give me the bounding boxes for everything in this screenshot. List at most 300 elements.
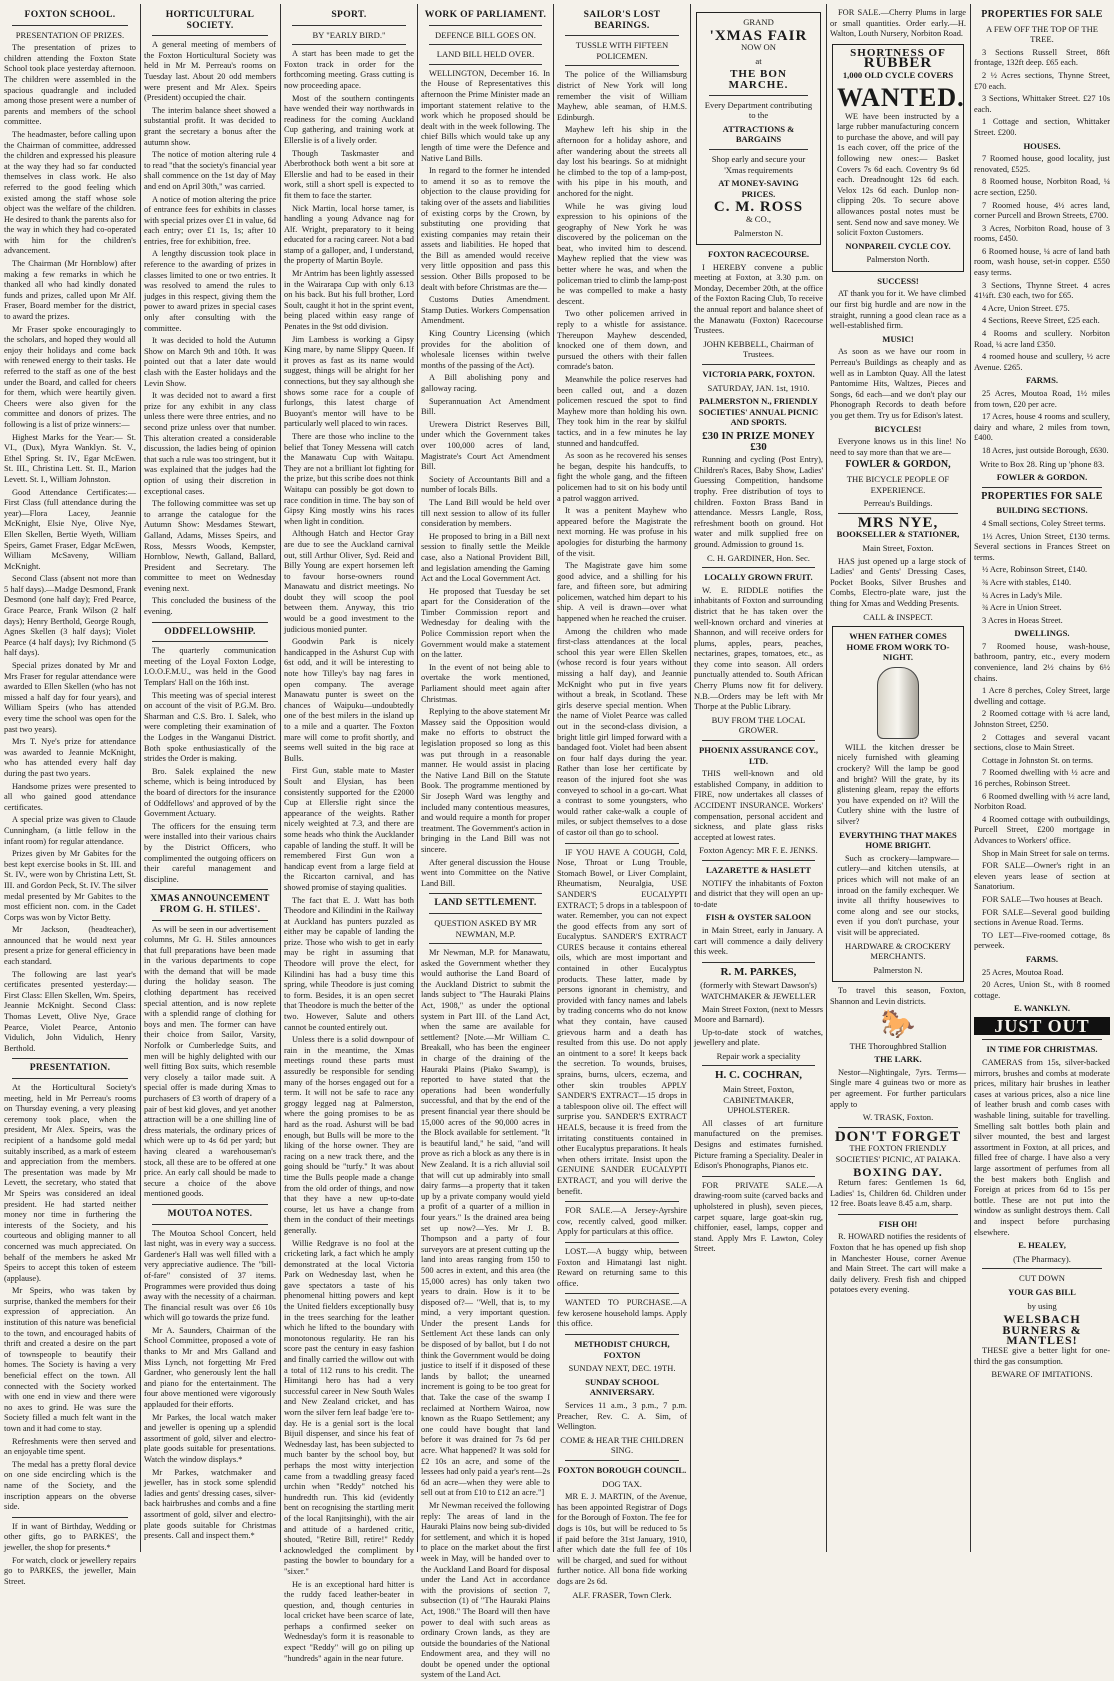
paragraph: A lengthy discussion took place in reference to the awarding of prizes in classes limited to one or two entries. It was resolved to amend the rules to judges in this respect, giving them the power to award prizes in special cases only after consulting with the committee.: [144, 249, 276, 333]
divider: [565, 843, 679, 844]
column-5: [557, 8, 688, 1600]
column-6: [694, 8, 823, 1548]
paragraph: Mr A. Saunders, Chairman of the School Committee, proposed a vote of thanks to Mr and Mrs Galland and Miss Lynch, not forgetting Mr Fred Gardner, who generously lent the hall and piano for the entertainment. The four above mentioned were vigorously applauded for their efforts.: [144, 1325, 276, 1410]
paragraph: A special prize was given to Claude Cunningham, (a little fellow in the infant room) for regular attendance.: [4, 815, 136, 846]
list-item: Shop in Main Street for sale on terms.: [982, 848, 1110, 858]
ad-title: R. M. PARKES,: [720, 965, 797, 978]
ad-text: Palmerston North.: [866, 254, 930, 265]
divider: [565, 1201, 679, 1202]
divider: [982, 1268, 1102, 1269]
ad-title: FOXTON RACECOURSE.: [707, 249, 810, 260]
list-item: ¾ Acre with stables, £140.: [982, 577, 1072, 587]
ad-firm: FOWLER & GORDON,: [845, 459, 951, 471]
paragraph: Jim Lambess is working a Gipsy King mare, by name Slippy Queen. If it proves as fast as its name would suggest, things will be alright for her connections, but they say although she shows some race for a couple of furlongs, this latest charge of Buoyant's mentor will have to be particularly well placed to win races.: [284, 334, 414, 429]
section-title: ODDFELLOWSHIP.: [164, 625, 256, 637]
divider: [12, 1078, 128, 1079]
byline: BY "EARLY BIRD.": [312, 29, 386, 40]
divider: [152, 622, 268, 623]
list-item: 3 Acres, Norbiton Road, house of 3 rooms, £450.: [974, 223, 1110, 244]
paragraph: In the event of not being able to overtake the work mentioned, Parliament should meet again after Christmas.: [421, 662, 550, 704]
paragraph: It was a penitent Mayhew who appeared before the Magistrate the next morning. He was profuse in his apologies for disturbing the harmony of the visit.: [557, 506, 687, 558]
paragraph: The medal has a pretty floral device on one side encircling which is the name of the Society, and the inscription appears on the obverse side.: [4, 1459, 136, 1512]
ad-title: BOXING DAY.: [853, 1165, 943, 1180]
paragraph: Prizes given by Mr Gabites for the best kept exercise books in St. III. and St. IV., were won by Christina Lett, St. III. and Gordon Peck, St. IV. The silver medal presented by Mr Gabites to the most efficient non. com. in the Cadet Corps was won by Victor Betty.: [4, 849, 136, 922]
column-header: PROPERTIES FOR SALE: [981, 490, 1103, 502]
list-item: 3 Sections, Thynne Street. 4 acres 41¼ft. £30 each, two for £65.: [974, 280, 1110, 301]
ad-text: WILL the kitchen dresser be nicely furnished with gleaming crockery? Will the lamp be good and bright? Will the grate, by its glistening gleam, repay the efforts you have expended on it? Will the Cutlery shine with the lustre of silver?: [837, 742, 959, 827]
divider: [429, 893, 542, 894]
ad-text: Such as crockery—lampware—cutlery—and kitchen utensils, at prices which will not make of an inroad on the family exchequer. We invite all thrifty housewives to come along and see our stocks, even if you don't purchase, your visit will be appreciated.: [837, 853, 959, 937]
ad-text: I HEREBY convene a public meeting at Foxton, at 3.30 p.m. on Monday, December 20th, at the office of the Foxton Racing Club, To receive the annual report and balance sheet of the Manawatu (Foxton) Racecourse Trustees.: [694, 262, 823, 336]
xmas-fair-ad: [696, 12, 821, 245]
ad-title: FOXTON BOROUGH COUNCIL.: [557, 1465, 687, 1475]
ad-text: W. E. RIDDLE notifies the inhabitants of Foxton and surrounding district that he has taken over the well-known orchard and vineries at Shannon, and will receive orders for plums, apples, pears, peaches, nectarines, grapes, tomatoes, etc., as they come into season. All orders punctually attended to. South African Cherry Plums now fit for delivery. N.B.—Orders may be left with Mr Thorpe at the Public Library.: [694, 585, 823, 712]
ad-wanted: WANTED.: [837, 82, 965, 112]
divider: [565, 1334, 679, 1335]
divider: [565, 1460, 679, 1461]
ad-subtitle: THE BICYCLE PEOPLE OF EXPERIENCE.: [846, 473, 950, 495]
paragraph: The Magistrate gave him some good advice, and a shilling for his fare, and fifteen sore, but admiring policemen, watched him depart to his ship. A veil is drawn—over what happened when he reached the cruiser.: [557, 561, 687, 624]
section-title: FARMS.: [1025, 953, 1059, 964]
ad-text: BUY FROM THE LOCAL GROWER.: [711, 714, 806, 736]
ad-text: & CO.,: [745, 213, 772, 224]
subheading: QUESTION ASKED BY MR NEWMAN, M.P.: [434, 917, 537, 939]
ad-title: WHEN FATHER COMES HOME FROM WORK TO-NIGHT.: [846, 631, 950, 663]
lamp-icon: [877, 667, 919, 739]
paragraph: The quarterly communication meeting of the Loyal Foxton Lodge, I.O.O.F.M.U., was held in the Good Templars' Hall on the 16th inst.: [144, 646, 276, 688]
ad-title: SHORTNESS OF: [850, 46, 946, 59]
column-header: PROPERTIES FOR SALE: [981, 9, 1103, 20]
paragraph: It was decided not to award a first prize for any exhibit in any class unless there were three entries, and no second prize unless over that number. This alteration created a considerable discussion, the ladies being of opinion that such a rule was too stringent, but it was explained that the judges had the option of using their discretion in exceptional cases.: [144, 391, 276, 496]
paragraph: Replying to the above statement Mr Massey said the Opposition would make no efforts to obstruct the legislation proposed so long as this was put through in a reasonable manner. He would assist in placing the Native Land Bill on the Statute Book. The programme mentioned by Sir Joseph Ward was lengthy and included many contentious measures, and would require a month for proper treatment. The Government's action in bringing in the Land Bill was not sincere.: [421, 707, 550, 854]
divider: [12, 1517, 128, 1518]
divider: [429, 943, 542, 944]
ad-text: Running and cycling (Post Entry), Children's Races, Baby Show, Ladies' Guessing Competition, handsome trophy. Free distribution of toys to children. Foxton Brass Band in attendance. Messrs Langle, Ross, refreshment booth on ground. Hot water and milk supplied free on ground. Admission to ground 1s.: [694, 455, 823, 549]
column-4: [421, 8, 550, 1680]
list-item: 6 Roomed house, ¼ acre of land bath room, wash house, set-in copper. £550 easy terms.: [974, 246, 1110, 278]
divider: [838, 1214, 958, 1215]
paragraph: WELLINGTON, December 16. In the House of Representatives this afternoon the Prime Minister made an important statement relative to the work which he proposed should be dealt with in the week following. The chief Bills which would take up any length of time were the Defence and Native Land Bills.: [421, 68, 550, 163]
paragraph: Mr Antrim has been lightly assessed in the Wairarapa Cup with only 6.13 on his back. But his full brother, Lord Soult, caught it hot in the sprint event, being placed within easy range of Penates in the 9st odd division.: [284, 269, 414, 332]
divider: [838, 513, 958, 514]
section-title: MOUTOA NOTES.: [167, 1207, 253, 1219]
paragraph: Mr Speirs, who was taken by surprise, thanked the members for their expression of appreciation. An institution of this nature was beneficial to the town, and encouraged habits of thrift and created a desire on the part of townspeople to beautify their homes. The Society is having a very beneficial effect on the town. All connected with the Society worked with one end in view and there were no axes to grind. He was sure the Society filled a much felt want in the town and it had come to stay.: [4, 1286, 136, 1433]
ad-signature: (The Pharmacy).: [1013, 1253, 1071, 1264]
list-item: 18 Acres, just outside Borough, £630.: [982, 445, 1109, 455]
paragraph: The presentation of prizes to children attending the Foxton State School took place yesterday afternoon. The children were assembled in the spacious quadrangle and included among those present were a number of parents and members of the school committee.: [4, 43, 136, 127]
ad-title: YOUR GAS BILL: [1008, 1286, 1076, 1297]
ad-text: Up-to-date stock of watches, jewellery and plate.: [694, 1027, 823, 1048]
ad-text: at: [755, 55, 762, 66]
ad-signature: JOHN KEBBELL, Chairman of Trustees.: [703, 338, 814, 360]
column-rule: [553, 4, 554, 1552]
ad-text: NOTIFY the inhabitants of Foxton and district that they will open an up-to-date: [694, 878, 823, 909]
divider: [702, 962, 815, 963]
ad-firm: FOWLER & GORDON.: [996, 472, 1088, 483]
paragraph: Though Taskmaster and Aberbrothock both went a bit sore at Ellerslie and had to be eased in their work, still a short spell is expected to fit them to face the starter.: [284, 148, 414, 200]
paragraph: Customs Duties Amendment. Stamp Duties. Workers Compensation Amendment.: [421, 295, 550, 326]
ad-text: FOR PRIVATE SALE.—A drawing-room suite (carved backs and upholstered in plush), seven pieces, carpet square, large goat-skin rug, chiffonier, easel, lamps, copper and stand. Apply Mrs F. Lawton, Coley Street.: [694, 1180, 823, 1254]
ad-text: FISH & OYSTER SALOON: [705, 912, 812, 923]
divider: [838, 1127, 958, 1128]
paragraph: Unless there is a solid downpour of rain in the meantime, the Xmas meetings round these parts must assuredly be responsible for sending many of the horses engaged out for a term. It will not be safe to race any groggy legged nag at Palmerston, where the going promises to be as hard as the road. Ashurst will be bad enough, but Bulls will be more to the liking of the horse owner. They are racing on a new track there, and the going should be "turfy." It was about time the Bulls people made a change from the old order of things, and now that they have a new up-to-date course, let us have a change from them in the conduct of their meetings generally.: [284, 1035, 414, 1235]
ad-signature: W. TRASK, Foxton.: [862, 1112, 934, 1123]
list-item: 20 Acres, Union St., with 8 roomed cottage.: [974, 980, 1110, 1000]
ad-text: CUT DOWN: [1019, 1273, 1065, 1284]
ad-text: GRAND: [743, 17, 774, 27]
ad-text: in Main Street, early in January. A cart will commence a daily delivery this week.: [694, 925, 823, 957]
paragraph: Society of Accountants Bill and a number of locals Bills.: [421, 474, 550, 495]
list-item: 4 Roomed cottage with outbuildings, Purcell Street, £200 mortgage in Advances to Workers' office.: [974, 814, 1110, 845]
paragraph: Mr Parkes, the local watch maker and jeweller is opening up a splendid assortment of gold, silver and electro-plate goods suitable for presentations. Watch the window displays.*: [144, 1412, 276, 1464]
ad-cough: IF YOU HAVE A COUGH, Cold, Nose, Throat or Lung Trouble, Stomach Bowel, or Liver Complaint, Rheumatism, Neuralgia, USE SANDER'S EUCALYPTI EXTRACT; 5 drops in a tablespoon of water. Remember, you can not expect the good effects from any sort of Eucalyptus. SANDER'S EXTRACT CURES because it contains ethereal oils, which are most important and contained in other Eucalyptus products. These latter, made by persons ignorant in chemistry, and provided with fancy names and labels by trading concerns who do not know what they contain, have caused grievous harm and a death has resulted from this use. Do not apply an ointment to a sore! It keeps back the secretion. To wounds, bruises, sprains, burns, ulcers, eczema, and other skin troubles APPLY SANDER'S EXTRACT—15 drops in a tablespoon olive oil. The effect will surprise you. SANDER'S EXTRACT HEALS, because it is freed from the irritating constituents contained in other Eucalyptus preparations. It heals when others irritate. Insist upon the GENUINE SANDER EUCALYPTI EXTRACT, and you will derive the benefit.: [557, 847, 687, 1196]
ad-text: THESE give a better light for one-third the gas consumption.: [974, 1345, 1110, 1366]
column-2: [144, 8, 276, 1548]
paragraph: King Country Licensing (which provides for the abolition of wholesale licenses within twelve months of the passing of the Act).: [421, 329, 550, 370]
paragraph: In regard to the former he intended to amend it so as to remove the objection to the clause providing for taking over of the assets and liabilities of existing corps by the Crown, by substituting one providing that existing companies may retain their assets and liabilities. He hoped that the Bill as amended would receive very little opposition and pass this session. Other Bills proposed to be dealt with before Christmas are the—: [421, 166, 550, 292]
list-item: 7 Roomed dwelling with ½ acre and 16 perches, Robinson Street.: [974, 768, 1110, 788]
paragraph: Mr Jackson, (headteacher), announced that he would next year present a prize for general efficiency in each standard.: [4, 925, 136, 967]
divider: [702, 860, 815, 861]
list-item: 7 Roomed house, 4½ acres land, corner Purcell and Brown Streets, £700.: [974, 200, 1110, 221]
ad-text: Every Department contributing to the: [704, 99, 813, 121]
ad-text: THE FOXTON FRIENDLY SOCIETIES' PICNIC, AT PAIAKA.: [835, 1143, 961, 1164]
list-item: 1 Cottage and section, Whittaker Street. £200.: [974, 117, 1110, 137]
paragraph: The Land Bill would be held over till next session to allow of its fuller consideration by members.: [421, 497, 550, 529]
list-item: 7 Roomed house, good locality, just renovated, £525.: [974, 154, 1110, 174]
ad-text: 1,000 OLD CYCLE COVERS: [842, 69, 954, 80]
paragraph: The following are last year's certificates presented yesterday:— First Class: Ellen Skellen, Wm. Speirs, Jeannie McKnight. Second Class: Thomas Levett, Olive Nye, Grace Pearce, Violet Pearce, Antonio Vidulich, John Vidulich, Henry Berthold.: [4, 969, 136, 1053]
divider: [565, 35, 679, 36]
ad-text: CAMERAS from 15s, silver-backed mirrors, brushes and combs at moderate prices, military hair brushes in leather cases at various prices, also a nice line of leather brush and comb cases with washable lining, suitable for travelling. Smelling salt bottles both plain and silver mounted, the best and largest assortment in Foxton, at all prices, and filled free of charge. I have also a very large assortment of perfumes from all the best makers both English and Foreign at prices from 6d to 15s per bottle. These are not put into the window as sunlight destroys them. Call and inspect before purchasing elsewhere.: [974, 1058, 1110, 1237]
ad-title: H. C. COCHRAN,: [714, 1069, 803, 1082]
paragraph: Goodwin Park is nicely handicapped in the Ashurst Cup with 6st odd, and it will be interesting to note how Tilley's bay nag fares in open company. The average Manawatu punter is sweet on the chances of Waipuku—undoubtedly one of the best milers in the island up to a mile and a quarter. The Foxton mare will come to profit shortly, and seems well suited in the big race at Bulls.: [284, 637, 414, 763]
ad-lost: LOST.—A buggy whip, between Foxton and Himatangi last night. Reward on returning same to this office.: [557, 1246, 687, 1288]
paragraph: He is an exceptional hard hitter is the ruddy faced leather-beater in question, and, though centuries in local cricket have been scarce of late, perhaps a confirmed seeker on Wednesday's form it is reasonable to expect "Reddy" will go on piling up "hundreds" again in the near future.: [284, 1579, 414, 1663]
divider: [982, 1039, 1102, 1040]
ad-text: THE Thoroughbred Stallion: [849, 1040, 947, 1051]
ad-text: Everyone knows us in this line! No need to say more than that we are—: [830, 437, 966, 457]
list-item: ½ Acre, Robinson Street, £140.: [982, 565, 1088, 575]
ad-subtitle: SATURDAY, JAN. 1st, 1910.: [707, 382, 810, 393]
paragraph: Urewera District Reserves Bill, under which the Government takes over 100,000 acres of land, Magistrate's Court Act Amendment Bill.: [421, 419, 550, 472]
father-ad: [832, 626, 964, 982]
paragraph: Mayhew left his ship in the afternoon for a holiday ashore, and after wandering about the streets all day lost his bearings. So at midnight he climbed to the top of a lamp-post, with his pipe in his mouth, and anchored for the night.: [557, 125, 687, 198]
ad-subtitle: BOOKSELLER & STATIONER,: [836, 529, 960, 540]
ad-signature: E. HEALEY,: [1018, 1240, 1066, 1251]
ad-subtitle: EVERYTHING THAT MAKES HOME BRIGHT.: [839, 829, 957, 851]
ad-text: MR E. J. MARTIN, of the Avenue, has been appointed Registrar of Dogs for the Borough of Foxton. The fee for dogs is 10s, but will be reduced to 5s if paid before the 31st January, 1910, after which date the full fee of 10s will be charged, and sued for without further notice. All bona fide working dogs are 2s 6d.: [557, 1492, 687, 1586]
divider: [702, 567, 815, 568]
ad-subtitle: Main Street, Foxton, CABINETMAKER, UPHOLSTERER.: [722, 1084, 795, 1116]
list-item: 3 Sections Russell Street, 86ft frontage, 132ft deep. £65 each.: [974, 47, 1110, 68]
ad-text: WE have been instructed by a large rubber manufacturing concern to purchase the above, and will pay 1s each cover, off the price of the following new ones:— Basket Covers 7s 6d each. Coventry 9s 6d each. Dreadnought 12s 6d each. Velox 12s 6d each. Dunlop non-clipping 20s. To secure above allowances postal notes must be sent. Send now and save money. We solicit Foxton Customers.: [837, 111, 959, 238]
divider: [429, 44, 542, 45]
ad-title: 'XMAS FAIR: [709, 27, 808, 44]
ad-for-sale: FOR SALE.—A Jersey-Ayrshire cow, recently calved, good milker. Apply for particulars at this office.: [557, 1206, 687, 1237]
paragraph: The following committee was set up to arrange the catalogue for the Autumn Show: Mesdames Stewart, Galland, Adams, Misses Speirs, and Ross, Messrs Woods, Kempster, Hornblow, Newth, Galland, Ballard, President and Secretary. The committee to meet on Wednesday evening next.: [144, 499, 276, 593]
ad-text: Repair work a speciality: [716, 1050, 801, 1061]
list-item: 3 Sections, Whittaker Street. £27 10s each.: [974, 94, 1110, 114]
paragraph: Meanwhile the police reserves had been called out, and a dozen policemen rescued the spot to find Mayhew more than holding his own. They took him in the rear by skilful tactics, and in a few minutes he lay stunned and handcuffed.: [557, 375, 687, 448]
ad-title: LAZARETTE & HASLETT: [705, 864, 812, 875]
divider: [429, 25, 542, 26]
list-item: 4 Acre, Union Street. £75.: [982, 303, 1070, 313]
article-body: [4, 43, 136, 1054]
paragraph: This meeting was of special interest on account of the visit of P.G.M. Bro. Sharman and C.S. Bro. I. Salek, who were completing their examination of the Lodges in the Wanganui District. Both spoke enthusiastically of the strides the Order is making.: [144, 690, 276, 764]
paragraph: The notice of motion altering rule 4 to read "that the society's financial year shall commence on the 1st day of May and end on April 30th," was carried.: [144, 150, 276, 191]
list-item: 7 Roomed house, wash-house, bathroom, pantry, etc., every modern convenience, land 2½ chains by 6½ chains.: [974, 641, 1110, 683]
column-rule: [970, 4, 971, 1552]
column-1: [4, 8, 136, 1586]
ad-text: NOW ON: [741, 42, 776, 53]
ad-title: THE LARK.: [874, 1054, 922, 1065]
paragraph: The headmaster, before calling upon the Chairman of committee, addressed the children and expressed his pleasure at the way they had so far conducted themselves in class work. He also referred to the good feeling which existed among the staff whose sole object was the welfare of the children. He desired to thank the parents also for the way in which they had co-operated with him for the children's advancement.: [4, 129, 136, 256]
paragraph: Good Attendance Certificates:— First Class (full attendance during the year)—Flora Lacey, Jeannie McKnight, Elsie Nye, Olive Nye, Ellen Skellen, Bertie Wyeth, William Speirs, Gamet Fraser, Edgar McEwen, William McSaveny, William McKnight.: [4, 487, 136, 571]
list-item: FOR SALE—Two houses at Beach.: [982, 894, 1103, 904]
ad-subtitle: DOG TAX.: [602, 1478, 642, 1489]
ad-text: AT thank you for it. We have climbed our first big hurdle and are now in the straight, running a good clean race as a well-established firm.: [830, 289, 966, 331]
just-out-banner: JUST OUT: [974, 1017, 1110, 1036]
paragraph: Mr Newman, M.P. for Manawatu, asked the Government whether they would authorise the Land Board of the Auckland District to submit the lands subject to "The Hauraki Plains Act, 1908," as under the optional system in Part III. of the Land Act, when the same are available for settlement? [Note.—Mr William C. Breakall, who has been the engineer in charge of the draining of the Hauraki Plains (Piako Swamp), is reported to have stated that the operations had been wonderfully successful, and that by the end of the present financial year there should be 15,000 acres of the 90,000 acres in the Block available for settlement. "It is beautiful land," he said, "and will prove as rich a block as any there is in New Zealand. It is a rich alluvial soil that will cut up admirably into small dairy farms—a property that it taken up by a private company would yield a profit of a quarter of a million in four years." Is the drained area being set up now?—Yes. Mr J. B. Thompson and a party of four surveyors are at present cutting up the land into areas ranging from 150 to 500 acres in extent, and this area (the 15,000 acres) has only taken two years to drain. How is it to be disposed of?— "Well, that is, to my mind, a very important question. Under the present Lands for Settlement Act these lands can only be disposed of by ballot, but I do not think the Government would be doing justice to itself if it disposed of these lands by ballot; the unearned increment is going to be too great for that. Take the case of the swamp I reclaimed at Northern Wairoa, now known as the Ruapo Settlement; any one could have bought that land before it was drained for 7s 6d per acre. What happened? It was sold for £2 10s an acre, and some of the lessees had only paid a year's rent—2s 6d an acre—when they were able to sell out at from £10 to £12 an acre."]: [421, 948, 550, 1498]
list-item: FOR SALE—Several good building sections in Avenue Road. Terms.: [974, 907, 1110, 928]
list-item: 25 Acres, Moutoa Road.: [982, 967, 1064, 977]
ad-text: COME & HEAR THE CHILDREN SING.: [560, 1434, 684, 1456]
paragraph: Mr Fraser spoke encouragingly to the scholars, and hoped they would all enjoy their holidays and come back with renewed energy to their tasks. He referred to the staff as one of the best under the Board, and called for cheers for them, which were heartily given. Cheers were also given for the committee and donors of prizes. The following is a list of prize winners:—: [4, 324, 136, 429]
ad-text: FOR SALE.—Cherry Plums in large or small quantities. Order early.—H. Walton, Louth Nursery, Norbiton Road.: [830, 8, 966, 39]
section-title: LAND SETTLEMENT.: [434, 897, 537, 909]
paragraph: He proposed that Tuesday be set apart for the Consideration of the Timber Commission report and Wednesday for dealing with the Police Commission report when the Government would make a statement on the latter.: [421, 586, 550, 660]
divider: [429, 64, 542, 65]
ad-title: BICYCLES!: [874, 423, 922, 434]
column-header: SPORT.: [331, 9, 367, 20]
ad-signature: ALF. FRASER, Town Clerk.: [572, 1589, 672, 1600]
paragraph: This concluded the business of the evening.: [144, 596, 276, 617]
rubber-ad: [832, 44, 964, 272]
divider: [152, 1224, 268, 1225]
divider: [152, 920, 268, 921]
paragraph: The officers for the ensuing term were installed into their various chairs by the District Officers, who complimented the outgoing officers on their careful management and discipline.: [144, 821, 276, 884]
ad-title: IN TIME FOR CHRISTMAS.: [986, 1044, 1098, 1055]
subheading: LAND BILL HELD OVER.: [436, 49, 535, 60]
list-item: 2 Cottages and several vacant sections, close to Main Street.: [974, 732, 1110, 753]
ad-text: CALL & INSPECT.: [863, 611, 933, 622]
paragraph: It was decided to hold the Autumn Show on March 9th and 10th. It was pointed out that a later date would clash with the Easter holidays and the Levin Show.: [144, 336, 276, 388]
ad-text: HARDWARE & CROCKERY MERCHANTS.: [845, 940, 951, 962]
paragraph: Refreshments were then served and an enjoyable time spent.: [4, 1436, 136, 1457]
divider: [565, 1242, 679, 1243]
divider: [152, 35, 268, 36]
column-header: WORK OF PARLIAMENT.: [424, 9, 547, 20]
ad-text: As soon as we have our room in Perreau's Buildings as cheaply and as well as in Lambton Quay. All the latest Pantomime Hits, Waltzes, Pieces and Songs, 6d each—and we don't play our Phonograph Records to death before you get them. Try us for Edison's latest.: [830, 347, 966, 420]
ad-text: AT MONEY-SAVING PRICES.: [718, 178, 799, 199]
ad-title: VICTORIA PARK, FOXTON.: [702, 369, 815, 380]
subheading: A FEW OFF THE TOP OF THE TREE.: [985, 23, 1099, 45]
paragraph: Mr Newman received the following reply: The areas of land in the Hauraki Plains now being sub-divided for settlement, and which it is hoped to place on the market about the first week in May, will be handed over to the Auckland Land Board for disposal under the Land Act in accordance with the provisions of section 7, subsection (1) of "The Hauraki Plains Act, 1908." The Board will then have power to deal with such areas as ordinary Crown lands, as they are outside the boundaries of the National Endowment area, and they will no doubt be opened under the optional system of the Land Act.: [421, 1500, 550, 1680]
ad-text: To travel this season, Foxton, Shannon and Levin districts.: [830, 986, 966, 1006]
paragraph: Nick Martin, local horse tamer, is handling a young Advance nag for Alf. Wright, preparatory to it being educated for a racing career. Not a bad stamp of a galloper, and, I understand, the property of Martin Boyle.: [284, 203, 414, 266]
ad-text: R. HOWARD notifies the residents of Foxton that he has opened up fish shop in Manchester House, corner Avenue and Main Street. The cart will make a daily delivery. Fresh fish and chipped potatoes every evening.: [830, 1232, 966, 1295]
paragraph: Handsome prizes were presented to all who gained good attendance certificates.: [4, 781, 136, 812]
paragraph: Two other policemen arrived in reply to a whistle for assistance. Thereupon Mayhew descended, knocked one of them down, and pursued the others with their fallen comrade's baton.: [557, 309, 687, 372]
list-item: 4 roomed house and scullery, ½ acre Avenue. £265.: [974, 352, 1110, 372]
paragraph: Superannuation Act Amendment Bill.: [421, 396, 550, 417]
ad-text: Foxton Agency: MR F. E. JENKS.: [699, 845, 818, 856]
ad-text: Return fares: Gentlemen 1s 6d, Ladies' 1s, Children 6d. Children under 12 free. Boats leave 8.45 a.m, sharp.: [830, 1178, 966, 1209]
paragraph: Bro. Salek explained the new scheme, which is being introduced by the board of directors for the insurance of Oddfellows' and approved of by the Government Actuary.: [144, 766, 276, 819]
list-item: TO LET—Five-roomed cottage, 8s perweek.: [974, 930, 1110, 951]
ad-title: WELSBACH BURNERS & MANTLES!: [1002, 1312, 1082, 1348]
ad-text: For watch, clock or jewellery repairs go to PARKES, the jeweller, Main Street.: [4, 1555, 136, 1586]
ad-title: MRS NYE,: [857, 514, 939, 531]
divider: [709, 149, 808, 150]
divider: [12, 1058, 128, 1059]
list-item: 1½ Acres, Union Street, £130 terms. Several sections in Frances Street on terms.: [974, 531, 1110, 562]
paragraph: The Chairman (Mr Hornblow) after making a few remarks in which he thanked all who had kindly donated funds and prizes, called upon Mr Alf. Fraser, Board member for the district, to award the prizes.: [4, 259, 136, 322]
list-item: 6 Roomed dwelling with ½ acre land, Norbiton Road.: [974, 791, 1110, 812]
ad-subtitle: (formerly with Stewart Dawson's) WATCHMAKER & JEWELLER: [700, 980, 817, 1001]
list-item: 3 Acres in Hoeas Street.: [982, 615, 1063, 625]
divider: [565, 65, 679, 66]
paragraph: As soon as he recovered his senses he began, despite his handcuffs, to fight the whole gang, and the fifteen policemen had to sit on his body until a patrol waggon arrived.: [557, 451, 687, 503]
ad-title: SUNDAY SCHOOL ANNIVERSARY.: [585, 1376, 659, 1398]
list-item: 8 Roomed house, Norbiton Road, ¼ acre section, £250.: [974, 177, 1110, 197]
paragraph: Among the children who made first-class attendances at the local school this year were Ellen Skellen (whose record is four years without missing a half day), and Jeannie McKnight who put in five years without a break, in Scotland. These girls deserve special mention. When the name of Violet Pearce was called out in the second-class division, a bright little girl limped forward with a bandaged foot. Violet had been absent on four half days during the year. Rather than lose her certificate by reason of the injured foot she was conveyed to school in a go-cart. What a contrast to some youngsters, who would rather cake-walk a couple of miles, or subject themselves to a dose of castor oil than go to school.: [557, 626, 687, 837]
list-item: 1 Acre 8 perches, Coley Street, large dwelling and cottage.: [974, 686, 1110, 706]
paragraph: As will be seen in our advertisement columns, Mr G. H. Stiles announces that full preparations have been made in the various departments to cope with the demand that will be made during the holiday season. The clothing department has received special attention, and is now replete with a splendid range of clothing for boys and men. The former can have their choice from Sailor, Varsity, Norfolk or Cumberledge Suits, and men will be highly delighted with our well fitting Box suits, which resemble very closely a tailor made suit. A special offer is made during Xmas to purchasers of £3 worth of drapery of a pair of best kid gloves, and yet another attraction will be a one shilling line of dress materials, the ordinary prices of which were up to 4s 6d per yard; but having cleared a warehouseman's stock, all these are to be offered at one price. An early call should be made to secure a choice of the above mentioned goods.: [144, 924, 276, 1199]
divider: [709, 95, 808, 96]
paragraph: Most of the southern contingents have wended their way northwards in readiness for the coming Auckland Cup gathering, and training work at Ellerslie is of a lively order.: [284, 93, 414, 145]
list-item: FOR SALE—Owner's right in an eleven years lease of section at Sanatorium.: [974, 861, 1110, 892]
list-item: 25 Acres, Moutoa Road, 1½ miles from town, £20 per acre.: [974, 389, 1110, 409]
ad-text: Main Street, Foxton.: [862, 542, 934, 553]
list-item: 17 Acres, house 4 rooms and scullery, dairy and whare, 2 miles from town, £400.: [974, 412, 1110, 443]
ad-title: PHOENIX ASSURANCE COY., LTD.: [698, 745, 819, 766]
ad-text: Palmerston N.: [733, 227, 784, 238]
ad-title: PALMERSTON N., FRIENDLY SOCIETIES' ANNUAL PICNIC AND SPORTS.: [698, 396, 819, 428]
ad-firm: NONPAREIL CYCLE COY.: [845, 240, 951, 251]
paragraph: The Moutoa School Concert, held last night, was in every way a success. Gardener's Hall was well filled with a very appreciative audience. The "bill-of-fare" consisted of 37 items. Programmes were provided thus doing away with the necessity of a chairman. The financial result was over £6 10s which will go towards the prize fund.: [144, 1228, 276, 1323]
divider: [292, 25, 406, 26]
ad-firm: E. WANKLYN.: [1013, 1003, 1071, 1014]
column-7: [830, 8, 966, 1548]
ad-text: Perreau's Buildings.: [863, 498, 933, 509]
divider: [152, 1204, 268, 1205]
paragraph: Mrs T. Nye's prize for attendance was awarded to Jeannie McKnight, who has attended every half day during the past two years.: [4, 737, 136, 778]
ad-subtitle: SUNDAY NEXT, DEC. 19TH.: [568, 1363, 676, 1374]
paragraph: Mr Parkes, watchmaker and jeweller, has in stock some splendid ladies and gents' dressing cases, silver-back hairbrushes and combs and a fine assortment of gold, silver and electro-plate goods suitable for Christmas presents. Call and inspect them.*: [144, 1467, 276, 1541]
contact-line: Write to Box 28. Ring up 'phone 83.: [979, 458, 1105, 469]
column-header: SAILOR'S LOST BEARINGS.: [583, 9, 661, 31]
column-8: [974, 8, 1110, 1548]
paragraph: Second Class (absent not more than 5 half days).—Madge Desmond, Frank Desmond (one half day); Fred Pearce, Grace Pearce, Frank Wilson (2 half days); Henry Berthold, George Rough, Agnes Skellen (3 half days); Violet Pearce (4 half days); Ivy Richmond (5 half days).: [4, 574, 136, 658]
column-header: HORTICULTURAL SOCIETY.: [165, 9, 255, 31]
column-rule: [140, 4, 141, 1552]
divider: [429, 913, 542, 914]
paragraph: At the Horticultural Society's meeting, held in Mr Perreau's rooms on Thursday evening, a very pleasing ceremony took place, when the president, Mr Alex. Speirs, was the recipient of a handsome gold medal suitably inscribed, as a mark of esteem and appreciation from the members. The presentation was made by Mr Levett, the secretary, who stated that Mr Speirs was considered an ideal president. He had started neither money nor time in furthering the interests of the Society, and his courteous and obliging manner to all concerned was much appreciated. On behalf of the members he asked Mr Speirs to accept this token of esteem (applause).: [4, 1083, 136, 1283]
column-header: FOXTON SCHOOL.: [24, 9, 116, 20]
paragraph: A general meeting of members of the Foxton Horticultural Society was held in Mr M. Perreau's rooms on Tuesday last. About 20 odd members were present and Mr Alex. Speirs (President) occupied the chair.: [144, 40, 276, 103]
ad-text: by using: [1027, 1300, 1057, 1311]
paragraph: Highest Marks for the Year:— St. VI., (Dux), Myra Wanklyn. St. V., Ethel Spring. St. IV., Egar McEwen. St. III., Christina Lett. St. II., Marion Levett. St. I., William Johnston.: [4, 432, 136, 484]
divider: [12, 25, 128, 26]
list-item: ¼ Acres in Lady's Mile.: [982, 590, 1063, 600]
ad-text: THIS well-known and old established Company, in addition to FIRE, now undertakes all classes of ACCIDENT INSURANCE. Workers' compensation, personal accident and sickness, and plate glass risks accepted at lowest rates.: [694, 769, 823, 842]
paragraph: The fact that E. J. Watt has both Theodore and Kilindini in the Railway at Auckland has punters puzzled as either may be capable of landing the prize. Those who wish to get in early may be right in assuming that Theodore will prove the elect, for Kilindini has had a busy time this spring, while Theodore is just coming to form. Besides, it is an open secret that Theodore is much the better of the two. However, Salute and others cannot be counted entirely out.: [284, 895, 414, 1032]
column-rule: [280, 4, 281, 1552]
ad-text: If in want of Birthday, Wedding or other gifts, go to PARKES', the jeweller, the shop for presents.*: [4, 1521, 136, 1552]
subheading: DEFENCE BILL GOES ON.: [435, 29, 536, 40]
divider: [565, 1293, 679, 1294]
ad-title: FISH OH!: [878, 1218, 918, 1229]
section-title: BUILDING SECTIONS.: [996, 505, 1088, 516]
list-item: 2 Roomed cottage with ¼ acre land, Johnston Street, £250.: [974, 709, 1110, 730]
ad-title: SUCCESS!: [877, 275, 919, 286]
ad-title: RUBBER: [863, 55, 933, 72]
horse-icon: 🐎: [880, 1008, 916, 1040]
ad-text: All classes of art furniture manufactured on the premises. Designs and estimates furnished. Picture framing a Speciality. Dealer in Edison's Phonographs, Pianos etc.: [694, 1118, 823, 1171]
ad-title: MUSIC!: [882, 333, 914, 344]
ad-title: DON'T FORGET: [834, 1128, 962, 1145]
divider: [702, 740, 815, 741]
ad-text: Palmerston N.: [873, 964, 923, 975]
ad-text: Shop early and secure your 'Xmas requirements: [711, 153, 806, 175]
divider: [982, 487, 1102, 488]
column-rule: [690, 4, 691, 1552]
section-title: PRESENTATION.: [29, 1062, 111, 1074]
paragraph: A start has been made to get the Foxton track in order for the forthcoming meeting. Grass cutting is now proceeding apace.: [284, 49, 414, 90]
divider: [702, 364, 815, 365]
divider: [702, 1176, 815, 1177]
ad-text: Services 11 a.m., 3 p.m., 7 p.m. Preacher, Rev. C. A. Sim, of Wellington.: [557, 1401, 687, 1432]
paragraph: The police of the Williamsburg district of New York will long remember the visit of William Mayhew, able seaman, of H.M.S. Edinburgh.: [557, 70, 687, 122]
section-title: DWELLINGS.: [1014, 628, 1070, 639]
column-rule: [417, 4, 418, 1552]
ad-firm: C. M. ROSS: [713, 199, 804, 216]
ad-prize: £30 IN PRIZE MONEY £30: [702, 430, 815, 453]
divider: [292, 44, 406, 45]
paragraph: A notice of motion altering the price of entrance fees for exhibits in classes with special prizes over £1 in value, 6d each entry; over £1 1s, 1s; after 10 entries, free for exhibition, free.: [144, 194, 276, 246]
divider: [702, 1065, 815, 1066]
section-title: PRESENTATION OF PRIZES.: [15, 29, 125, 40]
ad-title: METHODIST CHURCH, FOXTON: [574, 1339, 670, 1360]
column-3: [284, 8, 414, 1663]
list-item: 4 Sections, Reeve Street, £25 each.: [982, 316, 1100, 326]
ad-text: HAS just opened up a large stock of Ladies' and Gents' Dressing Cases, Pocket Books, Silver Brushes and Combs, Electro-plate ware, just the thing for Xmas and Wedding Presents.: [830, 556, 966, 608]
ad-text: ATTRACTIONS & BARGAINS: [722, 123, 795, 145]
divider: [152, 889, 268, 890]
ad-title: LOCALLY GROWN FRUIT.: [704, 572, 813, 583]
list-item: ¾ Acre in Union Street.: [982, 603, 1062, 613]
paragraph: After general discussion the House went into Committee on the Native Land Bill.: [421, 857, 550, 888]
paragraph: Special prizes donated by Mr and Mrs Fraser for regular attendance were awarded to Ellen Skellen (who has not missed a half day for four years), and William Speirs (who has attended every time the school was open for the past two years).: [4, 661, 136, 734]
ad-wanted: WANTED TO PURCHASE.—A few kerosene household lamps. Apply this office.: [557, 1298, 687, 1329]
divider: [152, 641, 268, 642]
paragraph: Willie Redgrave is no fool at the cricketing lark, a fact which he amply demonstrated at the local Victoria Park on Wednesday last, when he gave spectators a taste of his phenomenal hitting powers and kept the United fielders exceptionally busy in the trees searching for the leather which he lifted to the boundary with monotonous regularity. He ran his score past the century in easy fashion and finally carried the willow out with a total of 112 runs to his credit. The Himitangi hero has had a very successful career in New South Wales and New Zealand cricket, and has worn the silver fern leaf badge 'ere to-day. He is a genial sort is the local Bijuil dispenser, and since his feat of Wednesday last, has been subjected to much banter by the school boy, but perhaps the most witty interjection came from a twaddling greasy faced urchin when "Reddy" notched his hundredth run. This kid (evidently bent on recognising the startling merit of the local Ranjitsinghi), with the air and attitude of a hardened critic, shouted, "Retire Bill, retire!" Reddy acknowledged the compliment by pasting the bowler to boundary for a "sixer.": [284, 1238, 414, 1576]
section-title: HOUSES.: [1023, 140, 1061, 151]
list-item: 4 Rooms and scullery. Norbiton Road, ¼ acre land £350.: [974, 329, 1110, 349]
paragraph: There are those who incline to the belief that Toney Messena will catch the Manawatu Cup with Waitapu. They are not a brilliant lot fighting for the prize, but this scribe does not think Waitapu can possibly be got down to race condition in time. The bay son of Gipsy King mostly wins his races when light in condition.: [284, 431, 414, 526]
list-item: 2 ½ Acres sections, Thynne Street, £70 each.: [974, 70, 1110, 91]
ad-text: BEWARE OF IMITATIONS.: [991, 1369, 1093, 1380]
subheading: TUSSLE WITH FIFTEEN POLICEMEN.: [575, 40, 669, 61]
paragraph: The interim balance sheet showed a substantial profit. It was decided to grant the secretary a bonus after the autumn show.: [144, 105, 276, 147]
paragraph: A Bill abolishing pony and galloway racing.: [421, 373, 550, 393]
paragraph: Although Hatch and Hector Gray are due to see the Auckland carnival out, still Arthur Oliver, Syd. Reid and Billy Young are expert horsemen left to favour horse-owners round Manawatu and district meetings. No doubt they will scoop the pool between them. Anyway, this trio would be a good investment to the judicious monied punter.: [284, 529, 414, 634]
column-rule: [826, 4, 827, 1552]
list-item: Cottage in Johnston St. on terms.: [982, 755, 1093, 765]
ad-text: Main Street Foxton, (next to Messrs Moore and Barnard).: [694, 1004, 823, 1025]
